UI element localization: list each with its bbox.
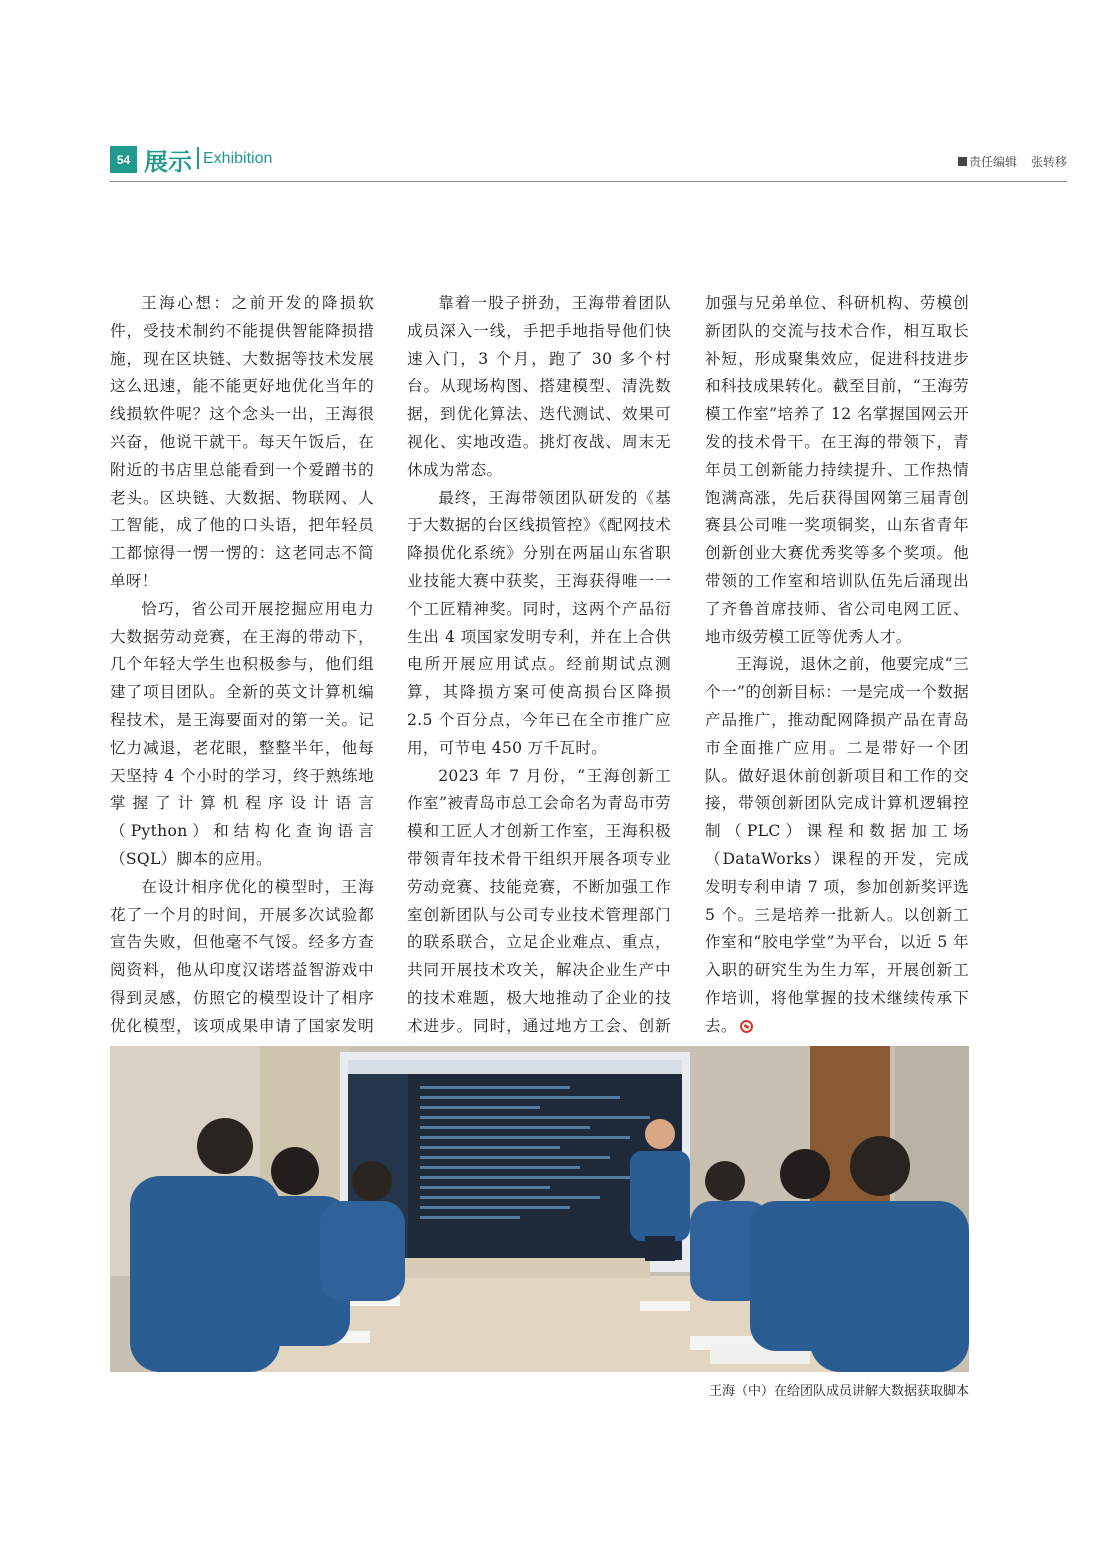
editor-label: 责任编辑 bbox=[958, 153, 1017, 170]
article-column-2 bbox=[407, 290, 671, 1068]
article-end-icon bbox=[740, 1020, 753, 1033]
paragraph: 靠着一股子拼劲，王海带着团队成员深入一线，手把手地指导他们快速入门，3 个月，跑了 30 多个村台。从现场构图、搭建模型、清洗数据，到优化算法、迭代测试、效果可视化、实地改造。挑灯夜战、周末无休成为常态。 bbox=[407, 294, 671, 479]
article-column-3 bbox=[705, 290, 969, 1041]
editor-credit bbox=[958, 153, 1067, 170]
square-bullet-icon bbox=[958, 157, 967, 166]
article-photo bbox=[110, 1046, 969, 1372]
editor-name: 张转移 bbox=[1030, 155, 1067, 169]
paragraph: 王海说，退休之前，他要完成“三个一”的创新目标：一是完成一个数据产品推广，推动配网降损产品在青岛市全面推广应用。二是带好一个团队。做好退休前创新项目和工作的交接，带领创新团队完成计算机逻辑控制（PLC）课程和数据加工场（DataWorks）课程的开发，完成发明专利申请 7 项，参加创新奖评选 5 个。三是培养一批新人。以创新工作室和“胶电学堂”为平台，以近 5 年入职的研究生为生力军，开展创新工作培训，将他掌握的技术继续传承下去。 bbox=[705, 655, 969, 1035]
paragraph: 加强与兄弟单位、科研机构、劳模创新团队的交流与技术合作，相互取长补短，形成聚集效应，促进科技进步和科技成果转化。截至目前，“王海劳模工作室”培养了 12 名掌握国网云开发的技术骨干。在王海的带领下，青年员工创新能力持续提升、工作热情饱满高涨，先后获得国网第三届青创赛县公司唯一奖项铜奖，山东省青年创新创业大赛优秀奖等多个奖项。他带领的工作室和培训队伍先后涌现出了齐鲁首席技师、省公司电网工匠、地市级劳模工匠等优秀人才。 bbox=[705, 294, 969, 646]
page-number: 54 bbox=[110, 146, 137, 173]
paragraph: 最终，王海带领团队研发的《基于大数据的台区线损管控》《配网技术降损优化系统》分别在两届山东省职业技能大赛中获奖，王海获得唯一一个工匠精神奖。同时，这两个产品衍生出 4 项国家发明专利，并在上合供电所开展应用试点。经前期试点测算，其降损方案可使高损台区降损 2.5 个百分点，今年已在全市推广应用，可节电 450 万千瓦时。 bbox=[407, 488, 671, 757]
paragraph: 2023 年 7 月份，“王海创新工作室”被青岛市总工会命名为青岛市劳模和工匠人才创新工作室，王海积极带领青年技术骨干组织开展各项专业劳动竞赛、技能竞赛，不断加强工作室创新团队与公司专业技术管理部门的联系联合，立足企业难点、重点，共同开展技术攻关，解决企业生产中的技术难题，极大地推动了企业的技术进步。同时，通过地方工会、创新 bbox=[407, 766, 671, 1035]
section-divider bbox=[197, 147, 199, 169]
photo-caption: 王海（中）在给团队成员讲解大数据获取脚本 bbox=[708, 1384, 969, 1399]
section-title-cn: 展示 bbox=[144, 148, 192, 176]
article-column-1 bbox=[110, 290, 374, 1068]
meeting-room-illustration bbox=[110, 1046, 969, 1372]
paragraph: 王海心想：之前开发的降损软件，受技术制约不能提供智能降损措施，现在区块链、大数据等技术发展这么迅速，能不能更好地优化当年的线损软件呢？这个念头一出，王海很兴奋，他说干就干。每天午饭后，在附近的书店里总能看到一个爱蹭书的老头。区块链、大数据、物联网、人工智能，成了他的口头语，把年轻员工都惊得一愣一愣的：这老同志不简单呀！ bbox=[110, 294, 374, 590]
header-rule bbox=[110, 181, 1067, 182]
page-header bbox=[110, 144, 1067, 184]
section-title-en: Exhibition bbox=[203, 150, 273, 167]
paragraph: 在设计相序优化的模型时，王海花了一个月的时间，开展多次试验都宣告失败，但他毫不气馁。经多方查阅资料，他从印度汉诺塔益智游戏中得到灵感，仿照它的模型设计了相序优化模型，该项成果申请了国家发明 bbox=[110, 877, 374, 1035]
paragraph: 恰巧，省公司开展挖掘应用电力大数据劳动竞赛，在王海的带动下，几个年轻大学生也积极参与，他们组建了项目团队。全新的英文计算机编程技术，是王海要面对的第一关。记忆力减退，老花眼，整整半年，他每天坚持 4 个小时的学习，终于熟练地掌握了计算机程序设计语言（Python）和结构化查询语言（SQL）脚本的应用。 bbox=[110, 599, 374, 868]
